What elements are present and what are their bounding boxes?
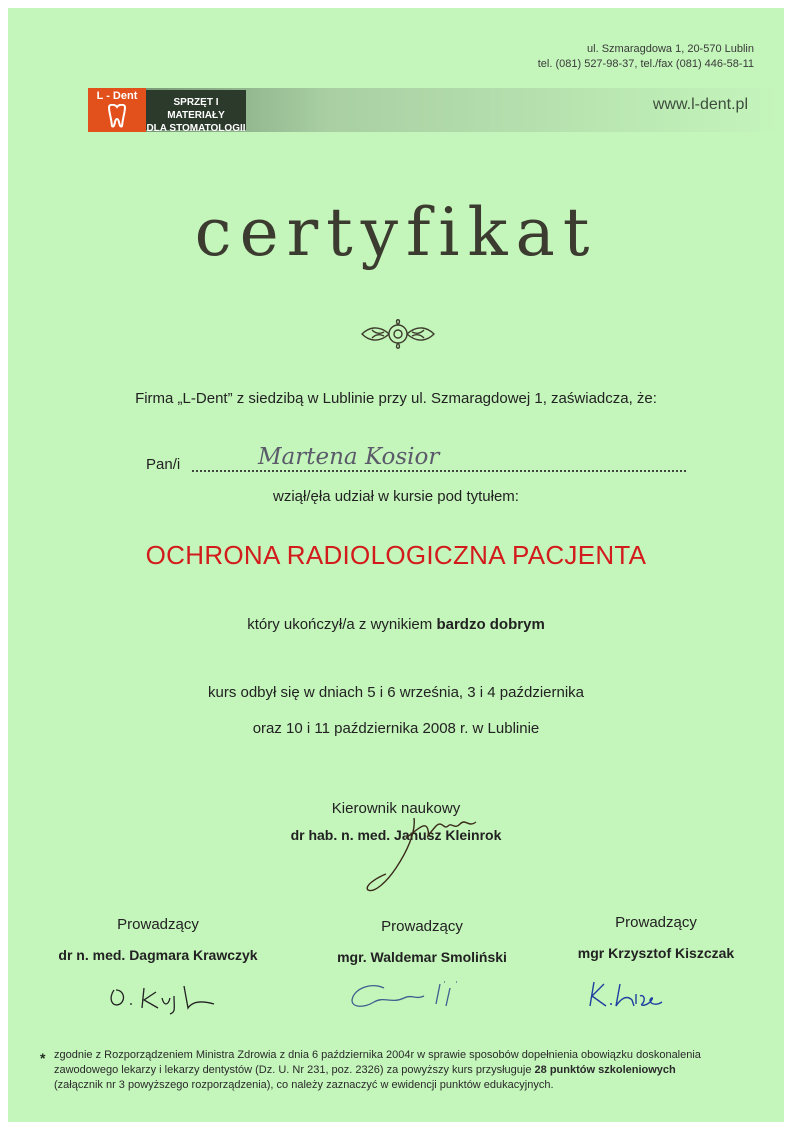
instructor-name-1: dr n. med. Dagmara Krawczyk (58, 947, 258, 963)
director-title: Kierownik naukowy (331, 800, 461, 817)
tagline-line-1: SPRZĘT I MATERIAŁY (167, 97, 225, 121)
instructor-title-1: Prowadzący (117, 916, 199, 933)
tooth-icon (107, 104, 127, 128)
director-signature (356, 808, 496, 908)
address-line-2: tel. (081) 527-98-37, tel./fax (081) 446-58-11 (537, 58, 754, 70)
company-address (538, 42, 754, 72)
footnote (54, 1048, 714, 1093)
participant-name: Martena Kosior (258, 444, 440, 470)
certificate-title: certyfikat (194, 194, 598, 271)
company-tagline (146, 90, 246, 134)
participation-text: wziął/ęła udział w kursie pod tytułem: (273, 488, 519, 505)
result-line (8, 616, 784, 633)
address-line-1: ul. Szmaragdowa 1, 20-570 Lublin (587, 43, 754, 55)
instructor-title-2: Prowadzący (381, 918, 463, 935)
instructor-block-1 (48, 916, 268, 963)
tagline-line-2: DLA STOMATOLOGII (146, 123, 246, 134)
company-website: www.l-dent.pl (652, 96, 748, 113)
footnote-marker: * (40, 1050, 46, 1066)
participant-row (146, 444, 686, 474)
company-logo (88, 88, 146, 132)
result-grade: bardzo dobrym (436, 616, 545, 633)
floral-ornament-icon (358, 314, 438, 354)
instructor-signature-1 (104, 978, 244, 1018)
instructor-signature-2 (344, 974, 484, 1018)
instructor-signature-3 (580, 974, 690, 1014)
footnote-text: zgodnie z Rozporządzeniem Ministra Zdrowia z dnia 6 października 2004r w sprawie sposobów dopełnienia obowiązku doskonalenia zawodowego lekarzy i lekarzy dentystów (Dz. U. Nr 231, poz. 2326) za powyższy kurs przysługuje (54, 1049, 701, 1076)
instructor-title-3: Prowadzący (615, 914, 697, 931)
certificate-page (8, 8, 784, 1122)
instructor-block-3 (546, 914, 766, 961)
instructor-block-2 (312, 918, 532, 965)
director-name: dr hab. n. med. Janusz Kleinrok (290, 827, 502, 843)
instructor-name-3: mgr Krzysztof Kiszczak (577, 945, 735, 961)
footnote-points: 28 punktów szkoleniowych (534, 1064, 676, 1076)
name-label: Pan/i (146, 456, 181, 473)
dotted-line (192, 470, 686, 472)
logo-text: L - Dent (96, 90, 138, 102)
footnote-text-end: (załącznik nr 3 powyższego rozporządzenia), co należy zaznaczyć w ewidencji punktów edukacyjnych. (54, 1079, 554, 1091)
dates-line-2: oraz 10 i 11 października 2008 r. w Lublinie (252, 720, 540, 737)
course-title: OCHRONA RADIOLOGICZNA PACJENTA (145, 540, 647, 570)
result-prefix: który ukończył/a z wynikiem (247, 616, 433, 633)
instructor-name-2: mgr. Waldemar Smoliński (337, 949, 507, 965)
dates-line-1: kurs odbył się w dniach 5 i 6 września, 3 i 4 października (207, 684, 585, 701)
intro-text: Firma „L-Dent” z siedzibą w Lublinie przy ul. Szmaragdowej 1, zaświadcza, że: (135, 390, 657, 407)
